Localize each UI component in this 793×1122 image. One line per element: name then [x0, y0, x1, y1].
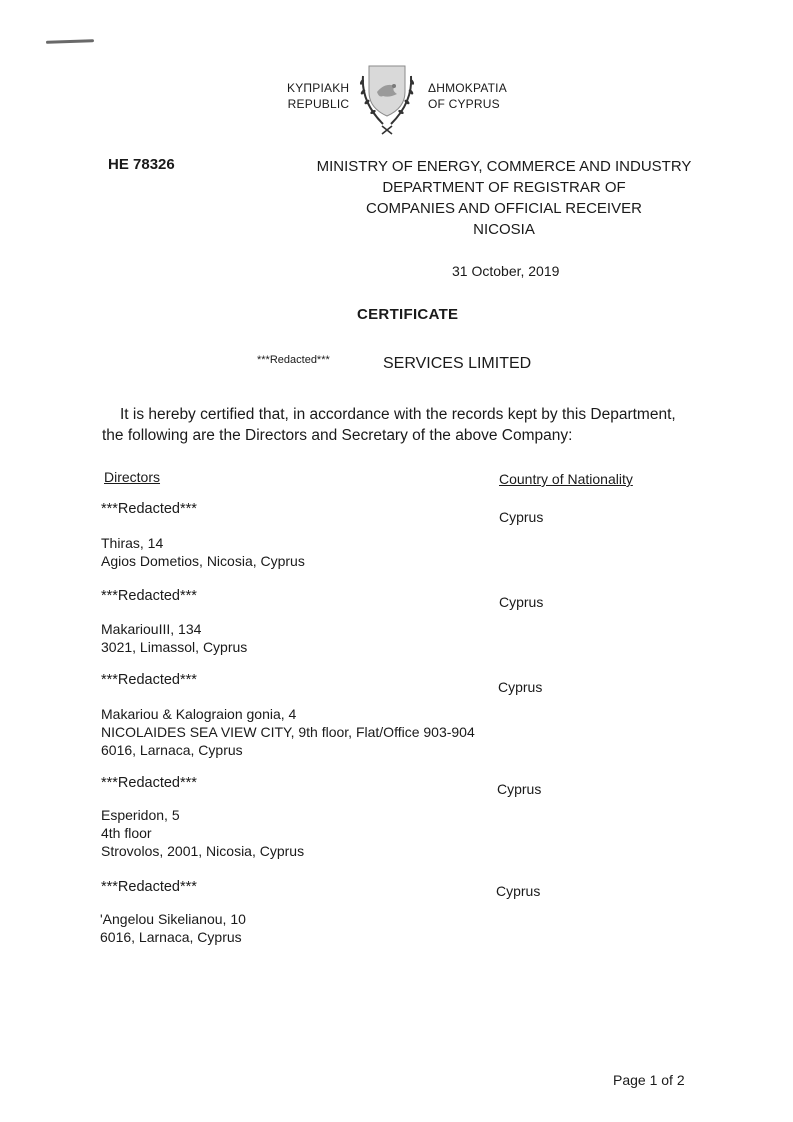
- english-of-cyprus: OF CYPRUS: [428, 97, 500, 111]
- address-line: Strovolos, 2001, Nicosia, Cyprus: [101, 843, 305, 859]
- directors-heading: Directors: [104, 469, 161, 485]
- address-line: Esperidon, 5: [101, 807, 180, 823]
- director-country: Cyprus: [496, 883, 541, 899]
- company-redacted: ***Redacted***: [257, 354, 330, 366]
- address-line: Makariou & Kalograion gonia, 4: [101, 706, 297, 722]
- intro-line-2: the following are the Directors and Secretary of the above Company:: [102, 427, 573, 444]
- director-country: Cyprus: [498, 679, 543, 695]
- address-line: MakariouIII, 134: [101, 621, 202, 637]
- company-name: SERVICES LIMITED: [383, 355, 532, 372]
- director-name: ***Redacted***: [101, 775, 197, 791]
- english-republic: REPUBLIC: [287, 97, 350, 111]
- address-line: Thiras, 14: [101, 535, 164, 551]
- director-address: [101, 806, 304, 860]
- director-name: ***Redacted***: [101, 501, 197, 517]
- address-line: 3021, Limassol, Cyprus: [101, 639, 248, 655]
- director-country: Cyprus: [499, 509, 544, 525]
- director-address: [100, 910, 246, 946]
- greek-democracy: ΔΗΜΟΚΡΑΤΙΑ: [428, 81, 507, 95]
- coat-of-arms-icon: [355, 62, 419, 136]
- director-name: ***Redacted***: [101, 879, 197, 895]
- address-line: NICOLAIDES SEA VIEW CITY, 9th floor, Flat/Office 903-904: [101, 724, 475, 740]
- address-line: 6016, Larnaca, Cyprus: [100, 929, 242, 945]
- certificate-title: CERTIFICATE: [357, 306, 459, 323]
- header-left: [287, 80, 349, 112]
- director-country: Cyprus: [499, 594, 544, 610]
- address-line: 'Angelou Sikelianou, 10: [100, 911, 246, 927]
- intro-line-1: It is hereby certified that, in accordance with the records kept by this Department,: [120, 406, 676, 423]
- ministry-line-4: NICOSIA: [473, 221, 535, 238]
- director-country: Cyprus: [497, 781, 542, 797]
- scan-artifact: [46, 39, 94, 44]
- ministry-line-3: COMPANIES AND OFFICIAL RECEIVER: [366, 200, 642, 217]
- reference-number: HE 78326: [108, 156, 175, 173]
- ministry-block: [300, 156, 708, 240]
- page-number: Page 1 of 2: [613, 1072, 685, 1088]
- director-address: [101, 620, 247, 656]
- address-line: Agios Dometios, Nicosia, Cyprus: [101, 553, 305, 569]
- ministry-line-2: DEPARTMENT OF REGISTRAR OF: [382, 179, 626, 196]
- director-address: [101, 705, 475, 759]
- address-line: 6016, Larnaca, Cyprus: [101, 742, 243, 758]
- director-name: ***Redacted***: [101, 588, 197, 604]
- greek-republic: ΚΥΠΡΙΑΚΗ: [287, 81, 350, 95]
- director-address: [101, 534, 305, 570]
- ministry-line-1: MINISTRY OF ENERGY, COMMERCE AND INDUSTRY: [316, 158, 692, 175]
- address-line: 4th floor: [101, 825, 152, 841]
- certificate-date: 31 October, 2019: [452, 263, 560, 279]
- director-name: ***Redacted***: [101, 672, 197, 688]
- country-heading: Country of Nationality: [499, 471, 633, 487]
- header-right: [428, 80, 507, 112]
